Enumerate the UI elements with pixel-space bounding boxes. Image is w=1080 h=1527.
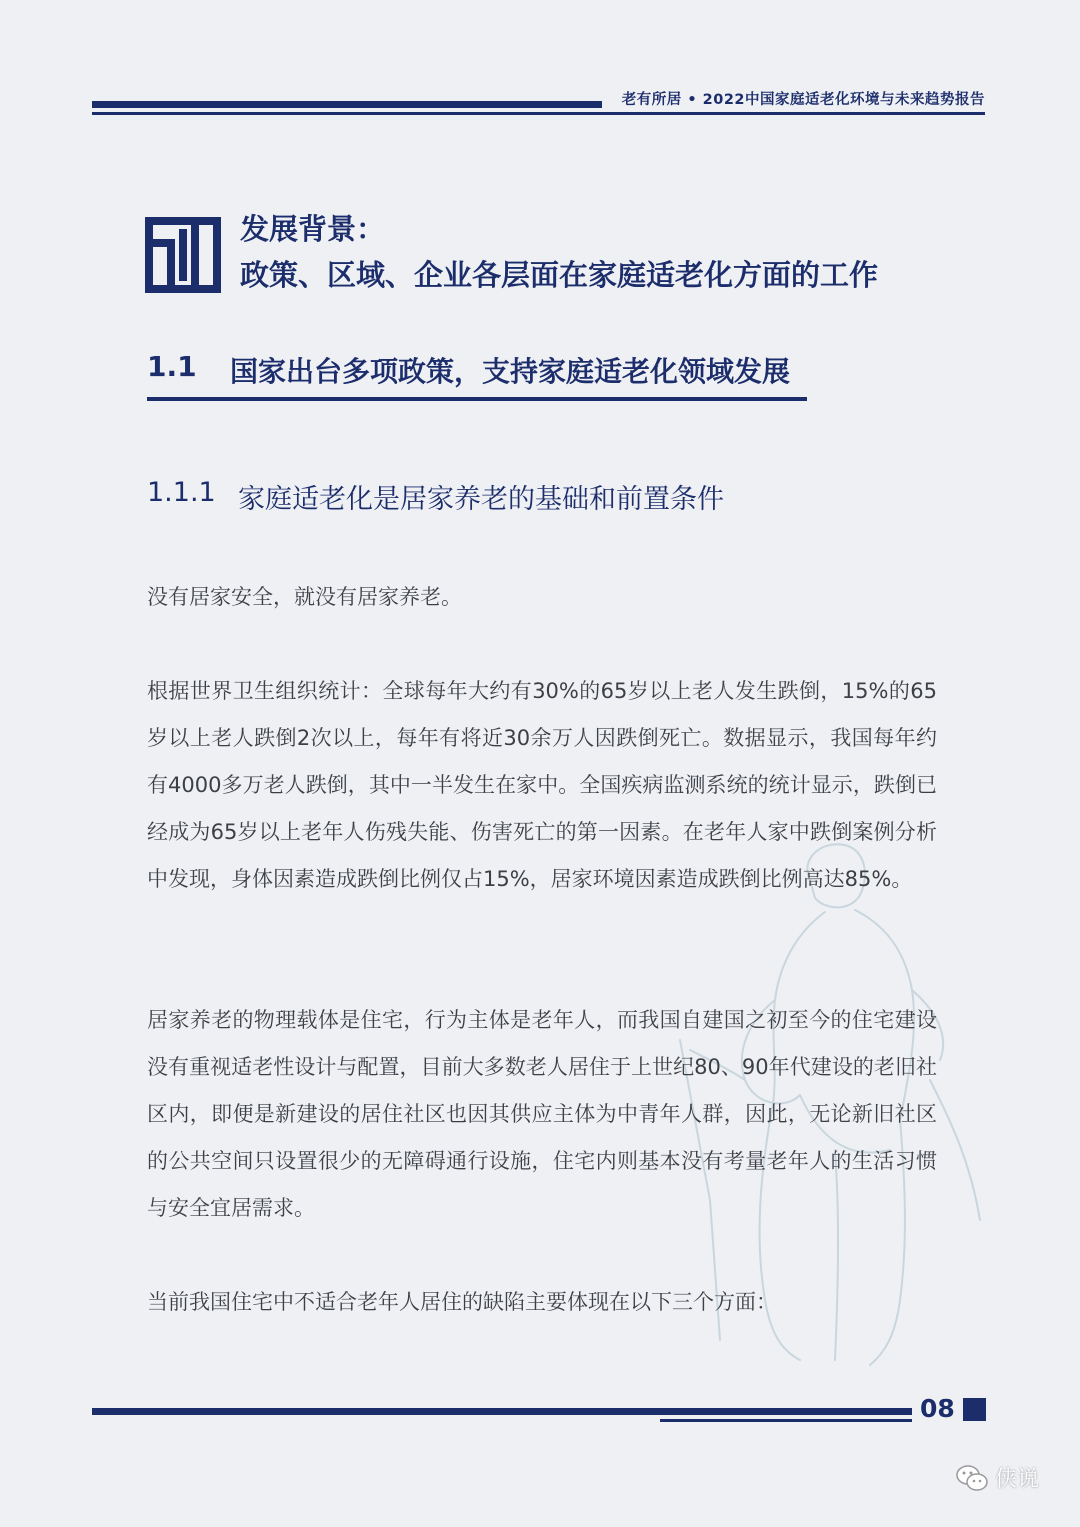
body-paragraph-3: 居家养老的物理载体是住宅，行为主体是老年人，而我国自建国之初至今的住宅建设没有重视适老性设计与配置，目前大多数老人居住于上世纪80、90年代建设的老旧社区内，即便是新建设的居住社区也因其供应主体为中青年人群，因此，无论新旧社区的公共空间只设置很少的无障碍通行设施，住宅内则基本没有考量老年人的生活习惯与安全宜居需求。 bbox=[147, 1008, 937, 1220]
body-paragraph-4: 当前我国住宅中不适合老年人居住的缺陷主要体现在以下三个方面： bbox=[147, 1290, 777, 1314]
page-number-square bbox=[963, 1398, 986, 1421]
section-title: 国家出台多项政策，支持家庭适老化领域发展 bbox=[230, 355, 791, 388]
chapter-title-line1: 发展背景： bbox=[240, 212, 386, 246]
wechat-icon bbox=[955, 1463, 989, 1493]
page-number: 08 bbox=[920, 1394, 955, 1423]
chapter-title-line2: 政策、区域、企业各层面在家庭适老化方面的工作 bbox=[240, 258, 879, 292]
header-rule-thin bbox=[92, 112, 985, 115]
footer-rule-thin bbox=[660, 1419, 912, 1422]
subsection-number: 1.1.1 bbox=[147, 477, 216, 508]
watermark-text: 侠说 bbox=[995, 1467, 1040, 1492]
body-paragraph-1: 没有居家安全，就没有居家养老。 bbox=[147, 585, 462, 609]
chapter-number-badge bbox=[145, 217, 221, 293]
subsection-title: 家庭适老化是居家养老的基础和前置条件 bbox=[238, 484, 724, 515]
header-title: 老有所居 • 2022中国家庭适老化环境与未来趋势报告 bbox=[621, 92, 985, 108]
section-number: 1.1 bbox=[147, 350, 197, 383]
section-underline bbox=[147, 397, 807, 401]
wechat-watermark bbox=[955, 1462, 1039, 1493]
header-rule-thick bbox=[92, 101, 602, 108]
footer-rule-thick bbox=[92, 1408, 912, 1415]
body-paragraph-2: 根据世界卫生组织统计：全球每年大约有30%的65岁以上老人发生跌倒，15%的65岁以上老人跌倒2次以上，每年有将近30余万人因跌倒死亡。数据显示，我国每年约有4000多万老人跌倒，其中一半发生在家中。全国疾病监测系统的统计显示，跌倒已经成为65岁以上老年人伤残失能、伤害死亡的第一因素。在老年人家中跌倒案例分析中发现，身体因素造成跌倒比例仅占15%，居家环境因素造成跌倒比例高达85%。 bbox=[147, 679, 937, 891]
